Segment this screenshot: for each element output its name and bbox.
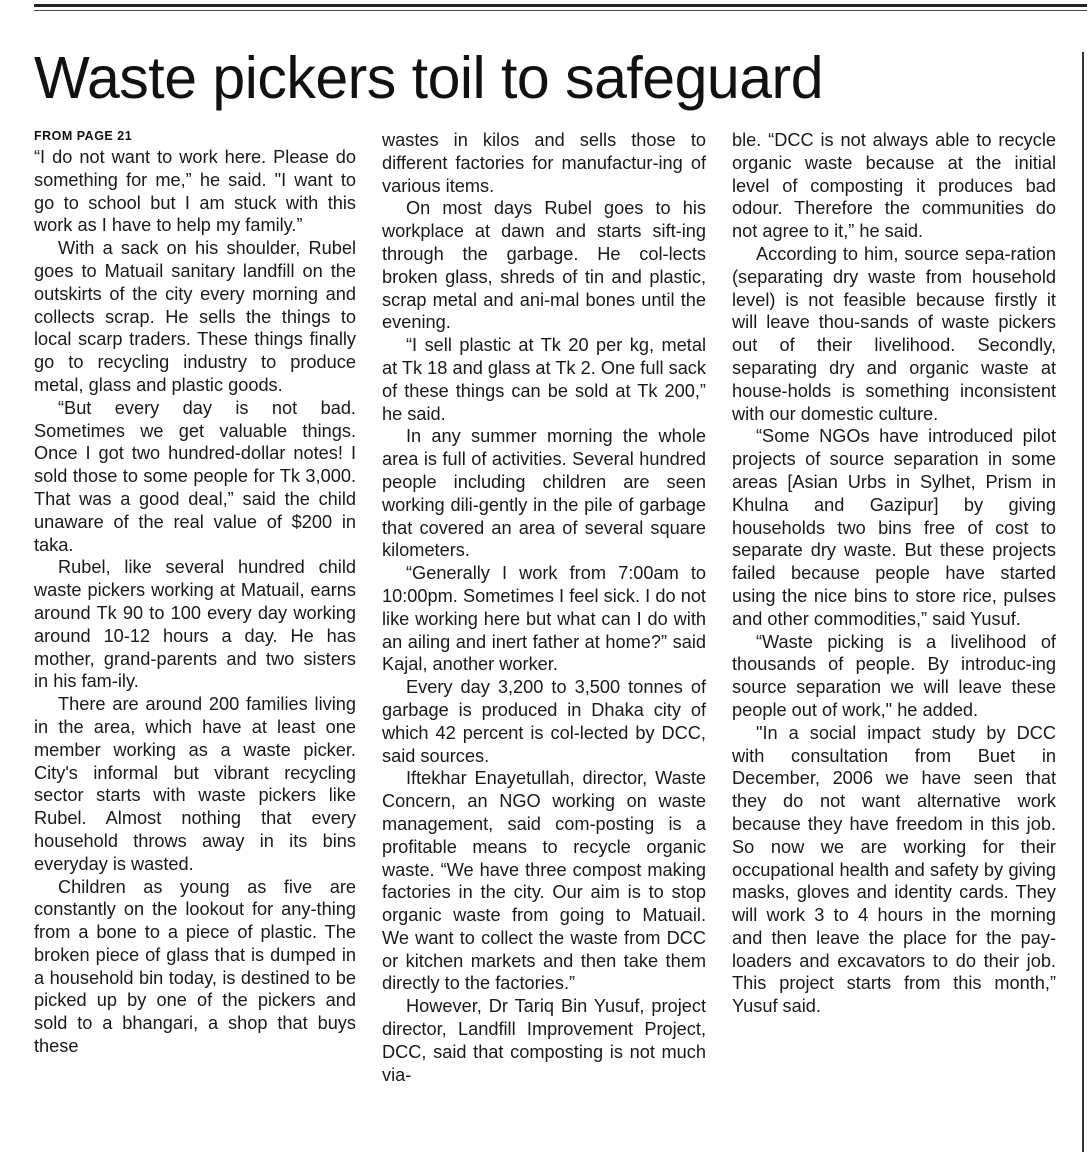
article-headline: Waste pickers toil to safeguard xyxy=(34,45,824,111)
from-page-label: FROM PAGE 21 xyxy=(34,129,133,143)
paragraph: wastes in kilos and sells those to different factories for manufactur-ing of various items. xyxy=(382,130,706,196)
paragraph: “But every day is not bad. Sometimes we get valuable things. Once I got two hundred-dollar notes! I sold those to some people for Tk 3,000. That was a good deal,” said the child unaware of the real value of $200 in taka. xyxy=(34,397,356,555)
paragraph: Children as young as five are constantly on the lookout for any-thing from a bone to a piece of plastic. The broken piece of glass that is dumped in a household bin today, is destined to be picked up by one of the pickers and sold to a bhangari, a shop that buys these xyxy=(34,876,356,1057)
article-column-2 xyxy=(382,129,706,1086)
paragraph: According to him, source sepa-ration (separating dry waste from household level) is not feasible because firstly it will leave thou-sands of waste pickers out of their livelihood. Secondly, separating dry and organic waste at house-holds is something inconsistent with our domestic culture. xyxy=(732,243,1056,424)
paragraph: On most days Rubel goes to his workplace at dawn and starts sift-ing through the garbage. He col-lects broken glass, shreds of tin and plastic, scrap metal and ani-mal bones until the evening. xyxy=(382,198,706,333)
paragraph: There are around 200 families living in the area, which have at least one member working as a waste picker. City's informal but vibrant recycling sector starts with waste pickers like Rubel. Almost nothing that every household throws away in its bins everyday is wasted. xyxy=(34,694,356,874)
top-rule-thick xyxy=(34,4,1087,7)
paragraph: In any summer morning the whole area is full of activities. Several hundred people including children are seen working dili-gently in the pile of garbage that covered an area of several square kilometers. xyxy=(382,426,706,561)
right-edge-rule xyxy=(1082,52,1084,1152)
paragraph: “Waste picking is a livelihood of thousands of people. By introduc-ing source separation we will leave these people out of work," he added. xyxy=(732,631,1056,720)
paragraph: ble. “DCC is not always able to recycle organic waste because at the initial level of composting it produces bad odour. Therefore the communities do not agree to it,” he said. xyxy=(732,130,1056,242)
paragraph: However, Dr Tariq Bin Yusuf, project director, Landfill Improvement Project, DCC, said that composting is not much via- xyxy=(382,996,706,1085)
paragraph: “Some NGOs have introduced pilot projects of source separation in some areas [Asian Urbs in Sylhet, Prism in Khulna and Gazipur] by giving households two bins free of cost to separate dry waste. But these projects failed because people have started using the nice bins to store rice, pulses and other commodities,” said Yusuf. xyxy=(732,426,1056,629)
article-column-3 xyxy=(732,129,1056,1018)
paragraph: Rubel, like several hundred child waste pickers working at Matuail, earns around Tk 90 to 100 every day working around 10-12 hours a day. He has mother, grand-parents and two sisters in his fam-ily. xyxy=(34,557,356,692)
paragraph: Iftekhar Enayetullah, director, Waste Concern, an NGO working on waste management, said com-posting is a profitable means to recycle organic waste. “We have three compost making factories in the city. Our aim is to stop organic waste from going to Matuail. We want to collect the waste from DCC or kitchen markets and then take them directly to the factories.” xyxy=(382,768,706,994)
paragraph: "In a social impact study by DCC with consultation from Buet in December, 2006 we have seen that they do not want alternative work because they have freedom in this job. So now we are working for their occupational health and safety by giving masks, gloves and identity cards. They will work 3 to 4 hours in the morning and then leave the place for the pay-loaders and excavators to do their job. This project starts from this month,” Yusuf said. xyxy=(732,722,1056,1017)
paragraph: “I sell plastic at Tk 20 per kg, metal at Tk 18 and glass at Tk 2. One full sack of these things can be sold at Tk 200,” he said. xyxy=(382,335,706,424)
paragraph: “Generally I work from 7:00am to 10:00pm. Sometimes I feel sick. I do not like working here but what can I do with an ailing and inert father at home?” said Kajal, another worker. xyxy=(382,563,706,675)
paragraph: “I do not want to work here. Please do something for me,” he said. "I want to go to school but I am stuck with this work as I have to help my family.” xyxy=(34,147,356,236)
article-column-1 xyxy=(34,128,356,1058)
paragraph: With a sack on his shoulder, Rubel goes to Matuail sanitary landfill on the outskirts of the city every morning and collects scrap. He sells the things to local scarp traders. These things finally go to recycling industry to produce metal, glass and plastic goods. xyxy=(34,238,356,395)
paragraph: Every day 3,200 to 3,500 tonnes of garbage is produced in Dhaka city of which 42 percent is col-lected by DCC, said sources. xyxy=(382,677,706,766)
top-rule-thin xyxy=(34,10,1087,11)
